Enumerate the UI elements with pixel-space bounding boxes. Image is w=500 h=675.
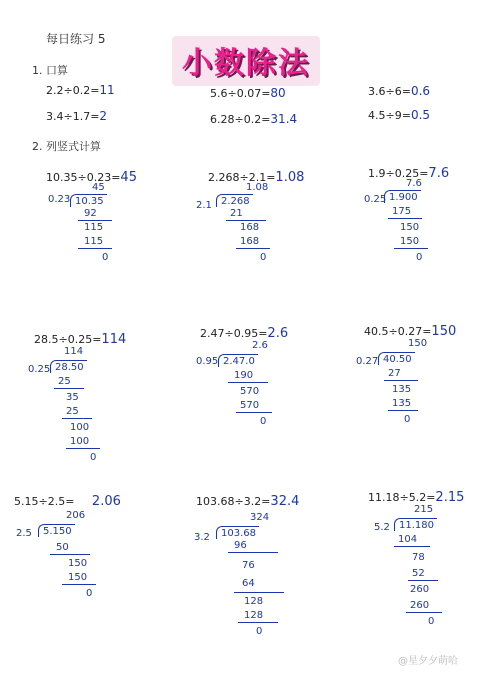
step-line: [236, 412, 272, 413]
problem-equation: 103.68÷3.2=32.4: [196, 494, 300, 509]
step-value: 21: [230, 208, 243, 219]
step-value: 78: [412, 552, 425, 563]
step-value: 175: [392, 206, 412, 217]
problem-answer: 45: [120, 170, 137, 185]
divisor: 0.23: [48, 194, 71, 205]
step-value: 190: [234, 370, 254, 381]
problem-answer: 32.4: [270, 494, 300, 509]
dividend: 11.180: [394, 518, 437, 531]
problem-equation: 11.18÷5.2=2.15: [368, 490, 465, 505]
divisor: 0.27: [356, 356, 379, 367]
step-line: [236, 248, 270, 249]
divisor: 3.2: [194, 532, 210, 543]
oral-calc-item: [368, 108, 430, 122]
long-division: [196, 182, 306, 272]
remainder: 0: [90, 452, 97, 463]
problem-equation: 2.47÷0.95=2.6: [200, 326, 289, 341]
step-line: [408, 580, 438, 581]
oral-question: 3.6÷6=: [368, 85, 411, 98]
remainder: 0: [428, 616, 435, 627]
quotient: 1.08: [246, 182, 269, 193]
step-line: [50, 554, 90, 555]
step-value: 50: [56, 542, 69, 553]
problem-answer: 2.6: [267, 326, 289, 341]
step-value: 570: [240, 400, 260, 411]
oral-answer: 0.5: [410, 108, 431, 122]
problem-equation: 1.9÷0.25=7.6: [368, 166, 450, 181]
quotient: 2.6: [252, 340, 268, 351]
dividend: 28.50: [50, 360, 87, 373]
quotient: 206: [66, 510, 86, 521]
step-value: 25: [66, 406, 79, 417]
section-2-heading: 2. 列竖式计算: [32, 140, 101, 153]
step-value: 150: [400, 222, 420, 233]
watermark: @星夕夕萌哈: [398, 656, 458, 667]
step-value: 27: [388, 368, 401, 379]
remainder: 0: [416, 252, 423, 263]
step-value: 92: [84, 208, 97, 219]
section-1-heading: 1. 口算: [32, 64, 68, 77]
step-line: [238, 622, 278, 623]
remainder: 0: [102, 252, 109, 263]
step-value: 260: [410, 584, 430, 595]
long-division: [374, 504, 484, 634]
step-line: [62, 418, 92, 419]
oral-answer: 0.6: [410, 84, 431, 98]
step-value: 25: [58, 376, 71, 387]
step-value: 128: [244, 596, 264, 607]
problem-equation: 28.5÷0.25=114: [34, 332, 127, 347]
step-value: 150: [68, 572, 88, 583]
step-value: 570: [240, 386, 260, 397]
quotient: 114: [64, 346, 84, 357]
step-value: 76: [242, 560, 255, 571]
oral-question: 2.2÷0.2=: [46, 84, 100, 97]
oral-answer: 31.4: [270, 112, 298, 126]
step-line: [54, 388, 84, 389]
remainder: 0: [86, 588, 93, 599]
problem-answer: 1.08: [275, 170, 305, 185]
oral-answer: 2: [99, 109, 108, 123]
problem-answer: 2.06: [91, 494, 121, 509]
oral-question: 5.6÷0.07=: [210, 87, 271, 100]
step-value: 100: [70, 436, 90, 447]
dividend: 103.68: [216, 526, 259, 539]
step-value: 168: [240, 236, 260, 247]
problem-equation: 10.35÷0.23=45: [46, 170, 137, 185]
step-line: [388, 410, 418, 411]
quotient: 45: [92, 182, 105, 193]
quotient: 7.6: [406, 178, 422, 189]
remainder: 0: [256, 626, 263, 637]
quotient: 150: [408, 338, 428, 349]
quotient: 215: [414, 504, 434, 515]
step-line: [388, 218, 422, 219]
divisor: 2.1: [196, 200, 212, 211]
oral-question: 4.5÷9=: [368, 109, 411, 122]
step-line: [384, 380, 418, 381]
step-line: [234, 592, 284, 593]
dividend: 5.150: [38, 524, 75, 537]
long-division: [48, 182, 158, 272]
problem-answer: 7.6: [428, 166, 450, 181]
worksheet-label: 每日练习 5: [46, 32, 106, 46]
long-division: [356, 338, 466, 438]
step-line: [66, 448, 100, 449]
oral-answer: 11: [99, 83, 115, 97]
remainder: 0: [260, 252, 267, 263]
long-division: [16, 510, 126, 610]
divisor: 0.25: [28, 364, 51, 375]
step-line: [394, 248, 428, 249]
problem-equation: 40.5÷0.27=150: [364, 324, 457, 339]
step-value: 64: [242, 578, 255, 589]
step-value: 115: [84, 222, 104, 233]
divisor: 0.95: [196, 356, 219, 367]
quotient: 324: [250, 512, 270, 523]
step-line: [228, 382, 268, 383]
dividend: 40.50: [378, 352, 415, 365]
oral-calc-item: [46, 83, 115, 97]
long-division: [364, 178, 474, 268]
step-line: [394, 546, 430, 547]
step-value: 35: [66, 392, 79, 403]
oral-calc-item: [210, 86, 286, 100]
step-value: 115: [84, 236, 104, 247]
divisor: 0.25: [364, 194, 387, 205]
oral-calc-item: [368, 84, 430, 98]
oral-calc-item: [46, 109, 107, 123]
step-line: [228, 552, 278, 553]
oral-question: 6.28÷0.2=: [210, 113, 271, 126]
remainder: 0: [260, 416, 267, 427]
long-division: [28, 346, 138, 466]
problem-answer: 2.15: [435, 490, 465, 505]
oral-answer: 80: [270, 86, 286, 100]
problem-answer: 114: [101, 332, 127, 347]
dividend: 10.35: [70, 194, 107, 207]
step-value: 150: [68, 558, 88, 569]
dividend: 1.900: [384, 190, 421, 203]
step-value: 260: [410, 600, 430, 611]
remainder: 0: [404, 414, 411, 425]
problem-equation: 2.268÷2.1=1.08: [208, 170, 305, 185]
step-value: 150: [400, 236, 420, 247]
step-line: [62, 584, 96, 585]
step-value: 104: [398, 534, 418, 545]
step-value: 96: [234, 540, 247, 551]
step-line: [406, 612, 442, 613]
long-division: [196, 340, 306, 440]
dividend: 2.47.0: [218, 354, 258, 367]
step-value: 52: [412, 568, 425, 579]
long-division: [194, 512, 314, 642]
step-value: 135: [392, 398, 412, 409]
dividend: 2.268: [216, 194, 253, 207]
worksheet-title: 小数除法: [172, 36, 320, 86]
problem-answer: 150: [431, 324, 457, 339]
step-line: [226, 220, 266, 221]
divisor: 2.5: [16, 528, 32, 539]
divisor: 5.2: [374, 522, 390, 533]
oral-calc-item: [210, 112, 297, 126]
problem-equation: 5.15÷2.5= 2.06: [14, 494, 121, 509]
step-value: 100: [70, 422, 90, 433]
step-value: 168: [240, 222, 260, 233]
step-line: [78, 248, 112, 249]
step-value: 128: [244, 610, 264, 621]
step-value: 135: [392, 384, 412, 395]
step-line: [78, 220, 112, 221]
oral-question: 3.4÷1.7=: [46, 110, 100, 123]
